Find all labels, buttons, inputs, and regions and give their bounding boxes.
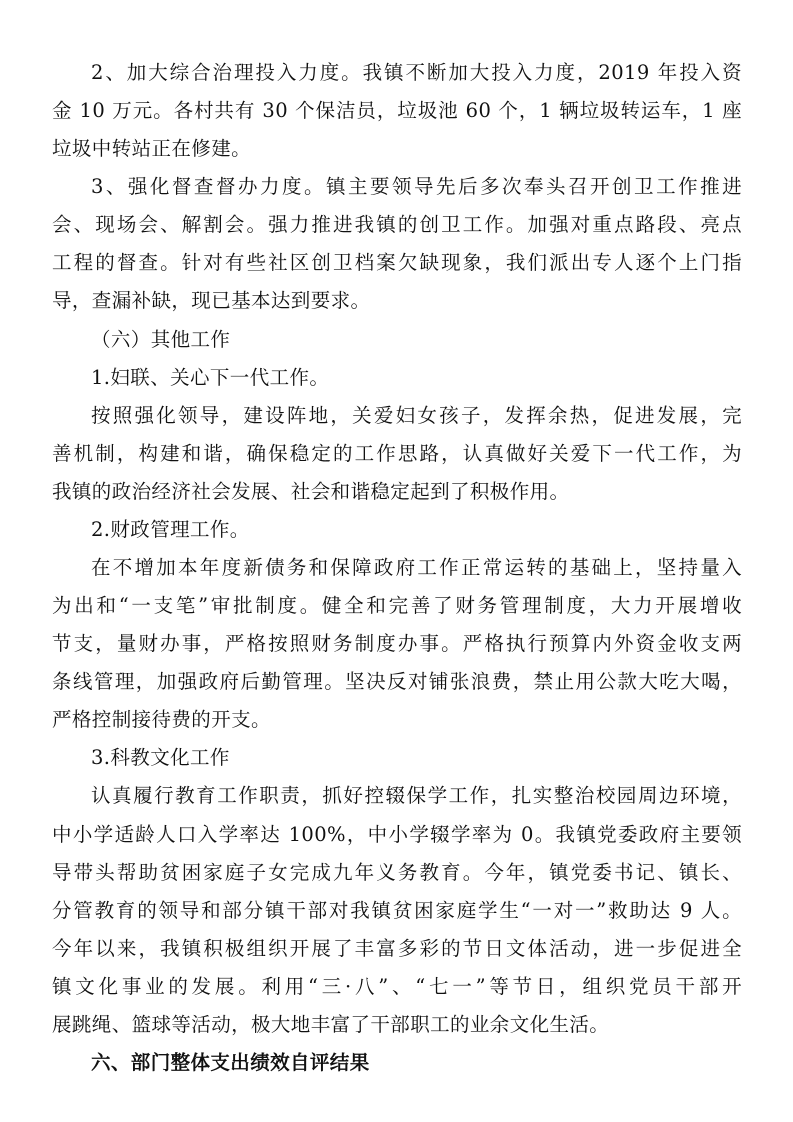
paragraph-line: 条线管理，加强政府后勤管理。坚决反对铺张浪费，禁止用公款大吃大喝， xyxy=(52,670,742,693)
paragraph-line: 认真履行教育工作职责，抓好控辍保学工作，扎实整治校园周边环境， xyxy=(91,784,742,807)
paragraph-line: 镇文化事业的发展。利用“三·八”、“七一”等节日，组织党员干部开 xyxy=(52,975,742,998)
paragraph-line: 中小学适龄人口入学率达 100%，中小学辍学率为 0。我镇党委政府主要领 xyxy=(52,823,742,846)
paragraph-line: 按照强化领导，建设阵地，关爱妇女孩子，发挥余热，促进发展，完 xyxy=(91,404,742,427)
paragraph-line: 金 10 万元。各村共有 30 个保洁员，垃圾池 60 个，1 辆垃圾转运车，1 座 xyxy=(52,99,742,122)
paragraph-line: 今年以来，我镇积极组织开展了丰富多彩的节日文体活动，进一步促进全 xyxy=(52,937,742,960)
subsection-heading: 2.财政管理工作。 xyxy=(91,518,250,541)
chapter-heading: 六、部门整体支出绩效自评结果 xyxy=(91,1051,370,1074)
subsection-heading: 1.妇联、关心下一代工作。 xyxy=(91,366,330,389)
paragraph-line: 节支，量财办事，严格按照财务制度办事。严格执行预算内外资金收支两 xyxy=(52,632,742,655)
paragraph-line: 3、强化督查督办力度。镇主要领导先后多次奉头召开创卫工作推进 xyxy=(91,175,742,198)
paragraph-line: 工程的督查。针对有些社区创卫档案欠缺现象，我们派出专人逐个上门指 xyxy=(52,251,742,274)
paragraph-line: 垃圾中转站正在修建。 xyxy=(52,137,252,160)
section-heading: （六）其他工作 xyxy=(91,328,231,351)
paragraph-line: 分管教育的领导和部分镇干部对我镇贫困家庭学生“一对一”救助达 9 人。 xyxy=(52,899,742,922)
paragraph-line: 导带头帮助贫困家庭子女完成九年义务教育。今年，镇党委书记、镇长、 xyxy=(52,861,742,884)
paragraph-line: 导，查漏补缺，现已基本达到要求。 xyxy=(52,289,371,312)
paragraph-line: 善机制，构建和谐，确保稳定的工作思路，认真做好关爱下一代工作，为 xyxy=(52,442,742,465)
paragraph-line: 2、加大综合治理投入力度。我镇不断加大投入力度，2019 年投入资 xyxy=(91,61,742,84)
paragraph-line: 会、现场会、解割会。强力推进我镇的创卫工作。加强对重点路段、亮点 xyxy=(52,213,742,236)
paragraph-line: 严格控制接待费的开支。 xyxy=(52,708,271,731)
paragraph-line: 在不增加本年度新债务和保障政府工作正常运转的基础上，坚持量入 xyxy=(91,556,742,579)
paragraph-line: 为出和“一支笔”审批制度。健全和完善了财务管理制度，大力开展增收 xyxy=(52,594,742,617)
paragraph-line: 我镇的政治经济社会发展、社会和谐稳定起到了积极作用。 xyxy=(52,480,570,503)
subsection-heading: 3.科教文化工作 xyxy=(91,746,230,769)
paragraph-line: 展跳绳、篮球等活动，极大地丰富了干部职工的业余文化生活。 xyxy=(52,1013,610,1036)
